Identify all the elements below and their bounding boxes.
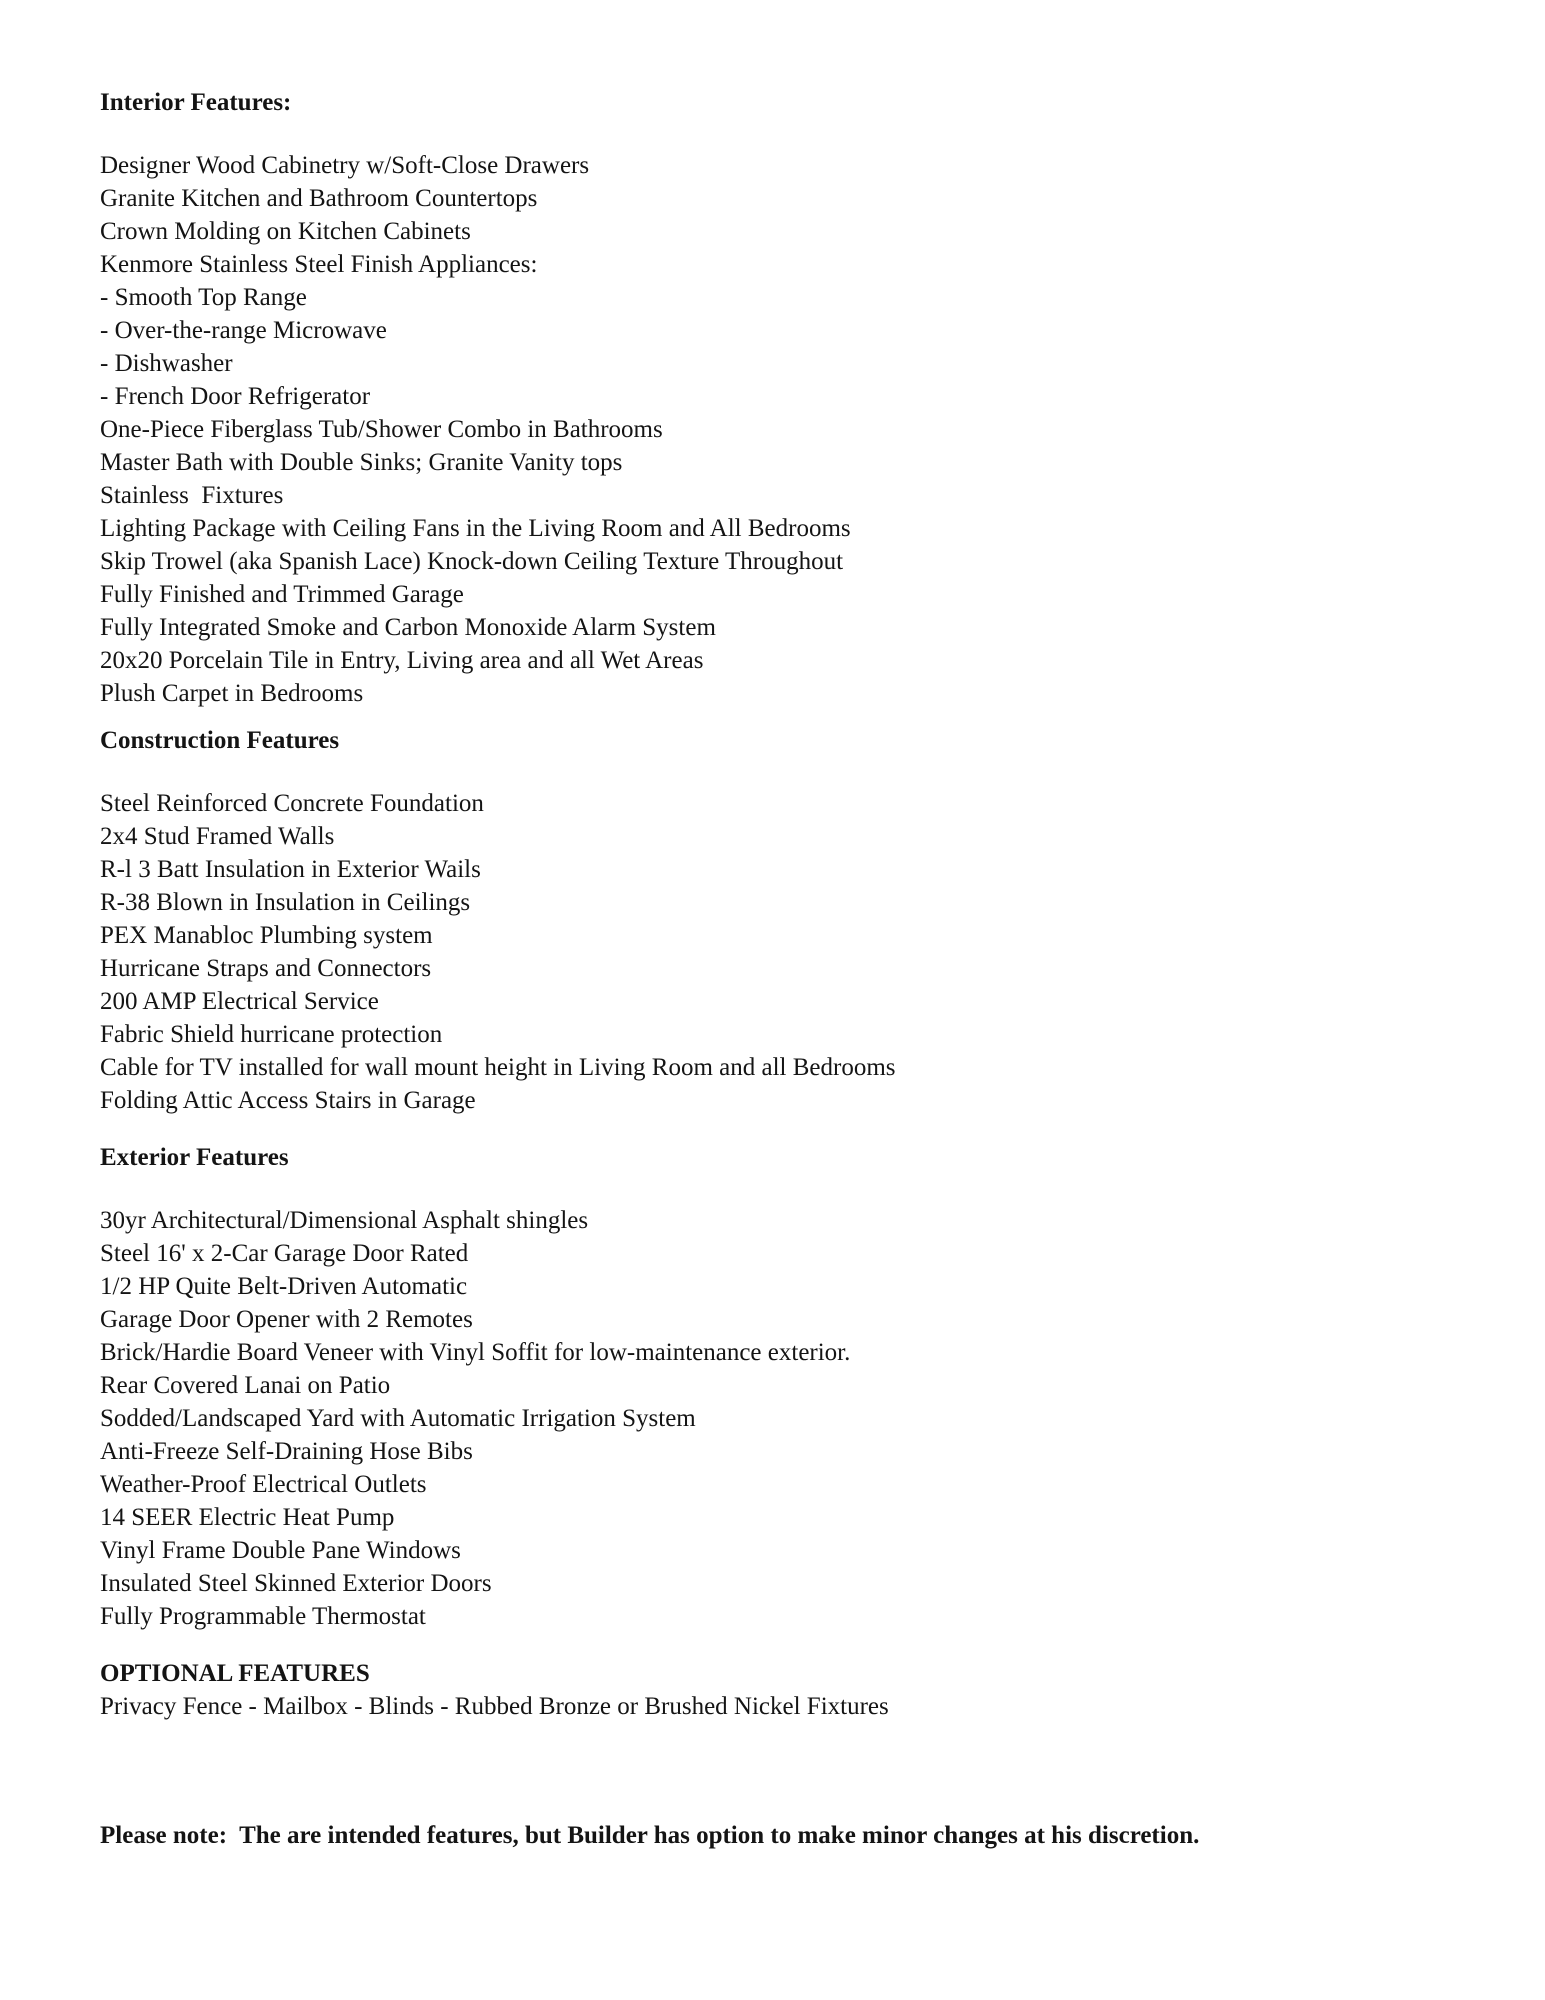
feature-line: Hurricane Straps and Connectors xyxy=(100,955,432,982)
feature-line: Privacy Fence - Mailbox - Blinds - Rubbed Bronze or Brushed Nickel Fixtures xyxy=(100,1693,889,1720)
section-optional-features xyxy=(100,1657,1485,1723)
feature-line: Insulated Steel Skinned Exterior Doors xyxy=(100,1570,492,1597)
feature-line: Stainless Fixtures xyxy=(100,482,284,509)
section-heading: Exterior Features xyxy=(100,1144,289,1171)
feature-line: - Over-the-range Microwave xyxy=(100,317,387,344)
feature-line: Sodded/Landscaped Yard with Automatic Irrigation System xyxy=(100,1405,696,1432)
exterior-feature-list xyxy=(100,1204,1485,1633)
feature-line: Kenmore Stainless Steel Finish Appliances: xyxy=(100,251,538,278)
builder-note: Please note: The are intended features, but Builder has option to make minor changes at his discretion. xyxy=(100,1822,1200,1849)
feature-line: Fully Programmable Thermostat xyxy=(100,1603,426,1630)
feature-line: Rear Covered Lanai on Patio xyxy=(100,1372,391,1399)
feature-line: Master Bath with Double Sinks; Granite Vanity tops xyxy=(100,449,623,476)
section-interior-features xyxy=(100,86,1485,710)
feature-line: Lighting Package with Ceiling Fans in the Living Room and All Bedrooms xyxy=(100,515,851,542)
feature-line: - French Door Refrigerator xyxy=(100,383,371,410)
feature-line: 30yr Architectural/Dimensional Asphalt shingles xyxy=(100,1207,589,1234)
feature-line: Designer Wood Cabinetry w/Soft-Close Drawers xyxy=(100,152,590,179)
feature-line: R-38 Blown in Insulation in Ceilings xyxy=(100,889,471,916)
section-heading: Interior Features: xyxy=(100,89,292,116)
feature-line: Fully Finished and Trimmed Garage xyxy=(100,581,464,608)
feature-line: - Smooth Top Range xyxy=(100,284,307,311)
section-heading: Construction Features xyxy=(100,727,340,754)
feature-line: 2x4 Stud Framed Walls xyxy=(100,823,335,850)
feature-line: PEX Manabloc Plumbing system xyxy=(100,922,433,949)
feature-line: Vinyl Frame Double Pane Windows xyxy=(100,1537,461,1564)
feature-line: One-Piece Fiberglass Tub/Shower Combo in Bathrooms xyxy=(100,416,663,443)
feature-line: 200 AMP Electrical Service xyxy=(100,988,379,1015)
feature-line: Fully Integrated Smoke and Carbon Monoxide Alarm System xyxy=(100,614,716,641)
interior-feature-list xyxy=(100,149,1485,710)
feature-line: Brick/Hardie Board Veneer with Vinyl Soffit for low-maintenance exterior. xyxy=(100,1339,851,1366)
feature-line: 14 SEER Electric Heat Pump xyxy=(100,1504,395,1531)
feature-line: Garage Door Opener with 2 Remotes xyxy=(100,1306,473,1333)
construction-feature-list xyxy=(100,787,1485,1117)
feature-line: Cable for TV installed for wall mount height in Living Room and all Bedrooms xyxy=(100,1054,896,1081)
section-exterior-features xyxy=(100,1141,1485,1633)
feature-line: Folding Attic Access Stairs in Garage xyxy=(100,1087,476,1114)
feature-line: 1/2 HP Quite Belt-Driven Automatic xyxy=(100,1273,468,1300)
feature-line: Plush Carpet in Bedrooms xyxy=(100,680,364,707)
feature-line: R-l 3 Batt Insulation in Exterior Wails xyxy=(100,856,481,883)
section-heading: OPTIONAL FEATURES xyxy=(100,1660,370,1687)
feature-line: Fabric Shield hurricane protection xyxy=(100,1021,443,1048)
section-construction-features xyxy=(100,724,1485,1117)
feature-line: - Dishwasher xyxy=(100,350,233,377)
feature-line: Granite Kitchen and Bathroom Countertops xyxy=(100,185,538,212)
feature-line: Steel 16' x 2-Car Garage Door Rated xyxy=(100,1240,469,1267)
feature-line: Crown Molding on Kitchen Cabinets xyxy=(100,218,471,245)
optional-feature-list xyxy=(100,1690,1485,1723)
feature-line: Skip Trowel (aka Spanish Lace) Knock-down Ceiling Texture Throughout xyxy=(100,548,844,575)
feature-line: Steel Reinforced Concrete Foundation xyxy=(100,790,484,817)
feature-line: Weather-Proof Electrical Outlets xyxy=(100,1471,427,1498)
feature-line: 20x20 Porcelain Tile in Entry, Living area and all Wet Areas xyxy=(100,647,704,674)
feature-line: Anti-Freeze Self-Draining Hose Bibs xyxy=(100,1438,473,1465)
